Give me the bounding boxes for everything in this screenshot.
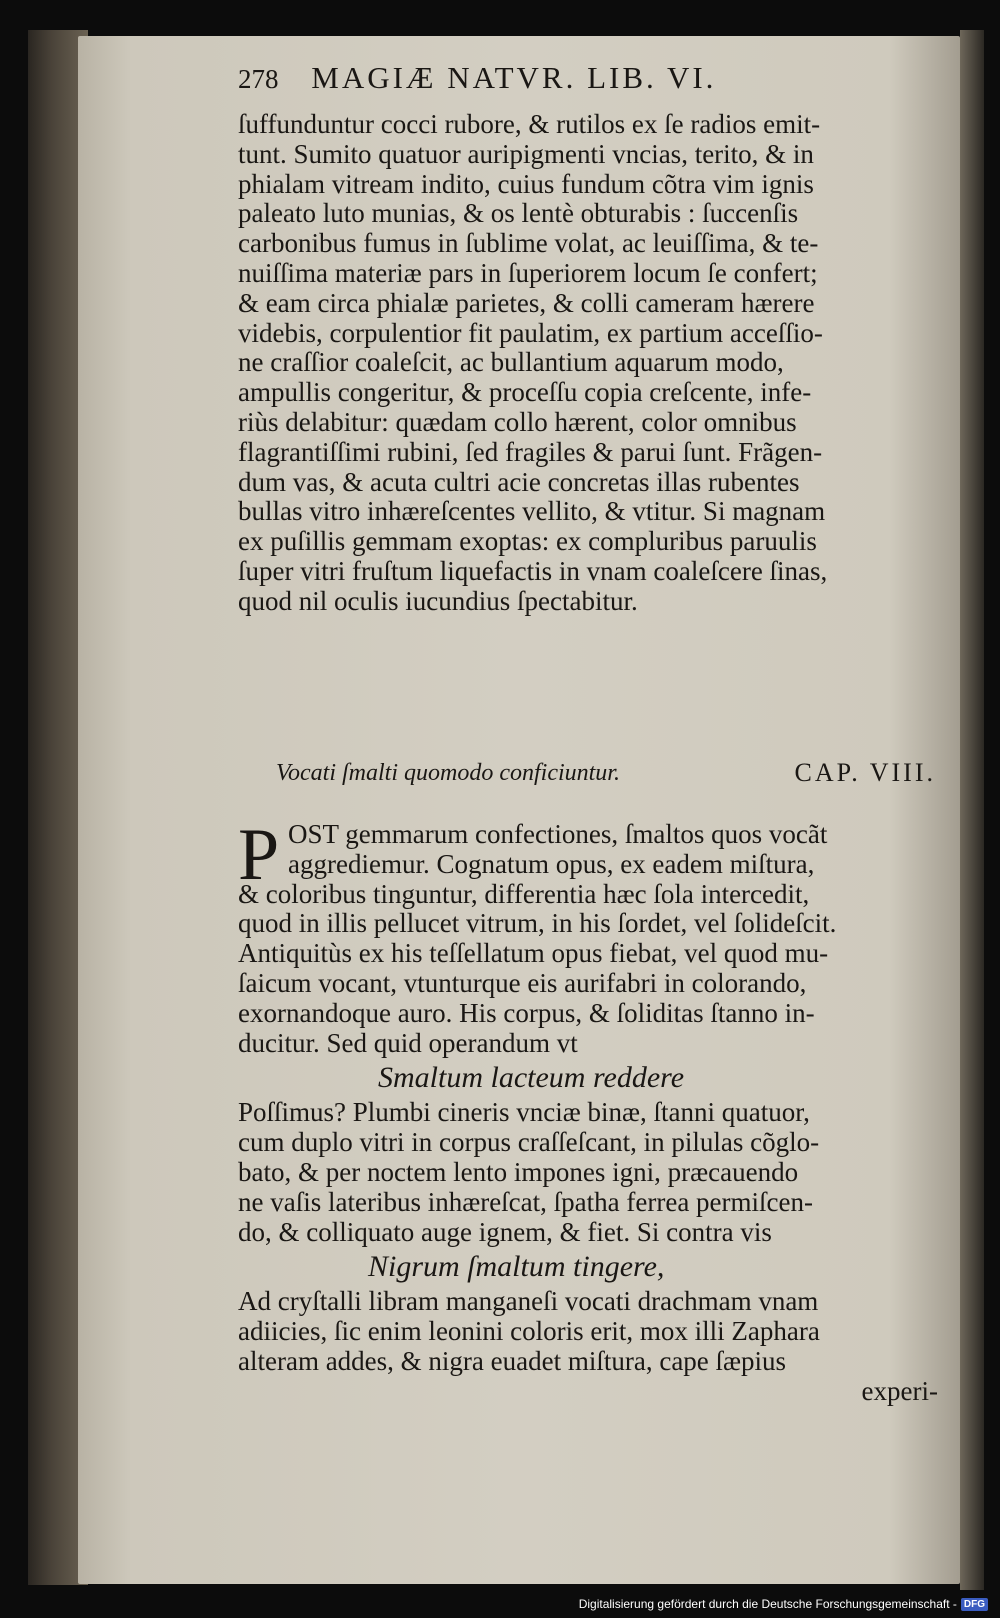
footer-credit: Digitalisierung gefördert durch die Deutsche Forschungsgemeinschaft -: [578, 1597, 957, 1611]
text-line: & eam circa phialæ parietes, & colli cameram hærere: [238, 287, 815, 318]
text-line: adiicies, ſic enim leonini coloris erit, mox illi Zaphara: [238, 1316, 820, 1347]
text-line: aggrediemur. Cognatum opus, ex eadem miſtura,: [288, 848, 815, 879]
subheading-nigrum-smaltum: Nigrum ſmaltum tingere,: [368, 1250, 665, 1284]
text-line: Antiquitùs ex his teſſellatum opus fiebat, vel quod mu-: [238, 938, 829, 969]
page-edge: [960, 30, 984, 1590]
page-number: 278: [238, 64, 279, 94]
text-line: phialam vitream indito, cuius fundum cõtra vim ignis: [238, 168, 814, 199]
chapter-paragraph: [238, 814, 938, 1058]
text-line: ſuffunduntur cocci rubore, & rutilos ex ſe radios emit-: [238, 109, 821, 139]
text-line: videbis, corpulentior fit paulatim, ex partium acceſſio-: [238, 317, 823, 348]
text-line: ne craſſior coaleſcit, ac bullantium aquarum modo,: [238, 347, 784, 378]
text-line: carbonibus fumus in ſublime volat, ac leuiſſima, & te-: [238, 228, 819, 259]
chapter-heading: [276, 760, 936, 794]
text-line: riùs delabitur: quædam collo hærent, color omnibus: [238, 406, 797, 437]
chapter-body: [238, 814, 938, 1407]
text-line: Poſſimus? Plumbi cineris vnciæ binæ, ſtanni quatuor,: [238, 1097, 810, 1128]
text-line: dum vas, & acuta cultri acie concretas illas rubentes: [238, 466, 800, 497]
chapter-number: CAP. VIII.: [794, 758, 936, 787]
running-title: MAGIÆ NATVR. LIB. VI.: [311, 60, 717, 95]
text-line: quod nil oculis iucundius ſpectabitur.: [238, 585, 638, 616]
text-line: ducitur. Sed quid operandum vt: [238, 1027, 578, 1058]
text-line: quod in illis pellucet vitrum, in his ſordet, vel ſolideſcit.: [238, 908, 837, 939]
text-line: ſaicum vocant, vtunturque eis aurifabri in colorando,: [238, 967, 807, 998]
text-line: ſuper vitri fruſtum liquefactis in vnam coaleſcere ſinas,: [238, 555, 828, 586]
dfg-logo: DFG: [961, 1598, 988, 1611]
text-line: & coloribus tinguntur, differentia hæc ſola intercedit,: [238, 878, 810, 909]
section-lacteum: [238, 1098, 938, 1247]
text-line: cum duplo vitri in corpus craſſeſcant, in pilulas cõglo-: [238, 1127, 820, 1158]
text-line: exornandoque auro. His corpus, & ſoliditas ſtanno in-: [238, 997, 815, 1028]
text-line: nuiſſima materiæ pars in ſuperiorem locum ſe confert;: [238, 257, 818, 288]
text-line: Ad cryſtalli libram manganeſi vocati drachmam vnam: [238, 1286, 819, 1317]
section-nigrum: [238, 1287, 938, 1376]
text-line: OST gemmarum confectiones, ſmaltos quos vocãt: [288, 819, 828, 849]
text-line: do, & colliquato auge ignem, & fiet. Si contra vis: [238, 1216, 772, 1247]
catchword: experi-: [861, 1375, 938, 1406]
text-line: ampullis congeritur, & proceſſu copia creſcente, infe-: [238, 377, 812, 408]
drop-cap: P: [238, 814, 280, 896]
text-line: flagrantiſſimi rubini, ſed fragiles & parui ſunt. Frãgen-: [238, 436, 823, 467]
body-text: [238, 110, 938, 617]
text-line: bullas vitro inhæreſcentes vellito, & vtitur. Si magnam: [238, 496, 826, 527]
running-header: [238, 60, 958, 96]
chapter-title: Vocati ſmalti quomodo conficiuntur.: [276, 760, 620, 786]
text-line: ex puſillis gemmam exoptas: ex compluribus paruulis: [238, 526, 817, 557]
text-line: paleato luto munias, & os lentè obturabis : ſuccenſis: [238, 198, 799, 229]
text-line: tunt. Sumito quatuor auripigmenti vncias, terito, & in: [238, 138, 814, 169]
text-line: alteram addes, & nigra euadet miſtura, cape ſæpius: [238, 1345, 787, 1376]
subheading-smaltum-lacteum: Smaltum lacteum reddere: [378, 1061, 685, 1095]
digitization-footer: [579, 1597, 988, 1611]
text-line: bato, & per noctem lento impones igni, præcauendo: [238, 1156, 799, 1187]
text-line: ne vaſis lateribus inhæreſcat, ſpatha ferrea permiſcen-: [238, 1186, 813, 1217]
